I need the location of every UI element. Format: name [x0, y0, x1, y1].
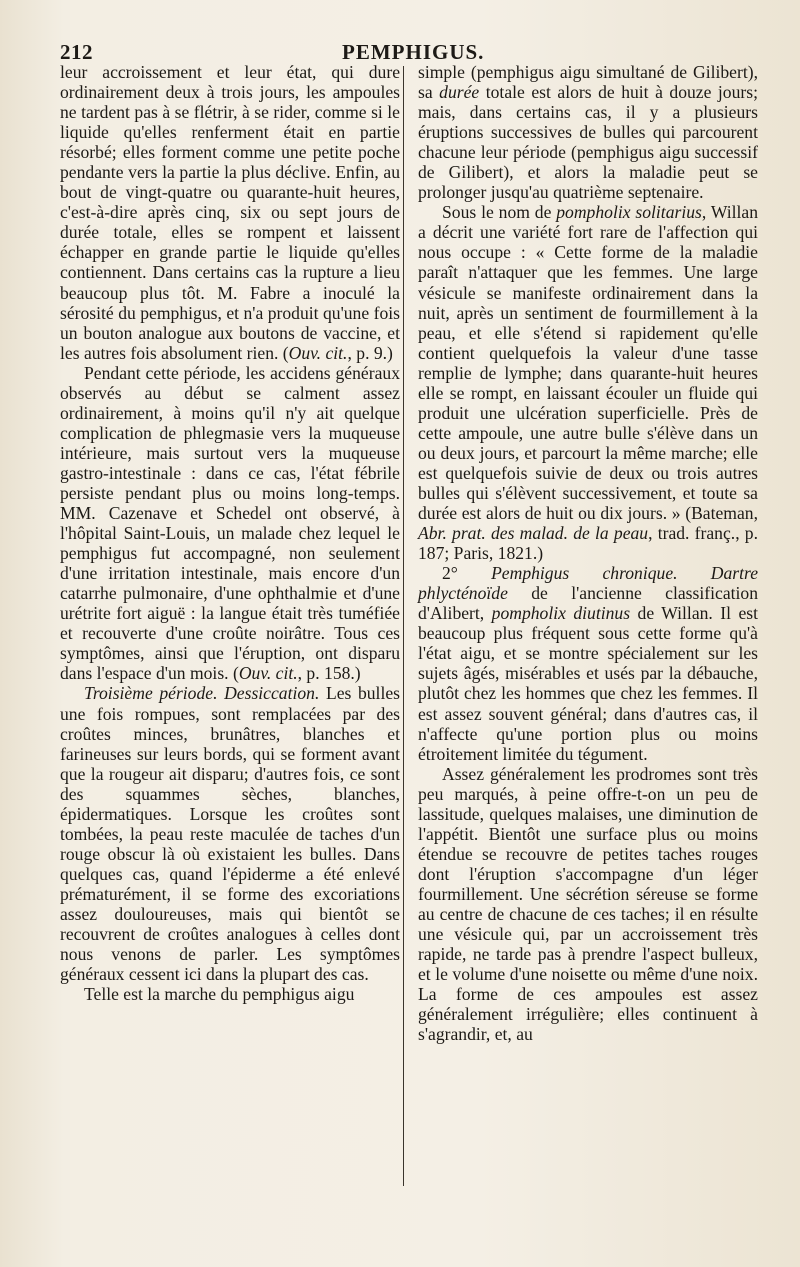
paragraph: Sous le nom de pompholix solitarius, Willan a décrit une variété fort rare de l'affection qui nous occupe : « Cette forme de la maladie paraît n'attaquer que les femmes. Une large vésicule se manifeste ordinairement dans la nuit, après un sentiment de fourmillement à la peau, et elle s'étend si rapidement qu'elle contient quelquefois la valeur d'une tasse remplie de lymphe; dans quarante-huit heures elle se rompt, en laissant écouler un fluide qui produit une ulcération superficielle. Près de cette ampoule, une autre bulle s'élève dans un ou deux jours, et parcourt la même marche; elle est quelquefois suivie de deux ou trois autres bulles qui s'élèvent successivement, et toute sa durée est alors de huit ou dix jours. » (Bateman, Abr. prat. des malad. de la peau, trad. franç., p. 187; Paris, 1821.): [418, 202, 758, 564]
paragraph: Troisième période. Dessiccation. Les bulles une fois rompues, sont remplacées par des croûtes minces, brunâtres, blanches et farineuses sur leurs bords, qui se forment avant que la rougeur ait disparu; d'autres fois, ce sont des squammes sèches, blanches, épidermatiques. Lorsque les croûtes sont tombées, la peau reste maculée de taches d'un rouge obscur là où existaient les bulles. Dans quelques cas, quand l'épiderme a été enlevé prématurément, il se forme des excoriations assez douloureuses, mais qui bientôt se recouvrent de croûtes analogues à celles dont nous venons de parler. Les symptômes généraux cessent ici dans la plupart des cas.: [60, 683, 400, 985]
paragraph: leur accroissement et leur état, qui dure ordinairement deux à trois jours, les ampoules ne tardent pas à se flétrir, à se rider, comme si le liquide qu'elles renferment était en partie résorbé; elles forment comme une petite poche pendante vers la partie la plus déclive. Enfin, au bout de vingt-quatre ou quarante-huit heures, c'est-à-dire après cinq, six ou sept jours de durée totale, elles se rompent et laissent échapper en grande partie le liquide qu'elles contiennent. Dans certains cas la rupture a lieu beaucoup plus tôt. M. Fabre a inoculé la sérosité du pemphigus, et n'a produit qu'une fois un bouton analogue aux boutons de vaccine, et les autres fois absolument rien. (Ouv. cit., p. 9.): [60, 62, 400, 363]
section-heading: Pemphigus chronique. Dartre phlycténoïde: [418, 563, 759, 604]
paragraph: Assez généralement les prodromes sont très peu marqués, à peine offre-t-on un peu de lassitude, quelques malaises, une diminution de l'appétit. Bientôt une surface plus ou moins étendue se recouvre de petites taches rouges dont l'éruption s'accompagne d'un léger fourmillement. Une sécrétion séreuse se forme au centre de chacune de ces taches; il en résulte une vésicule qui, par un accroissement très rapide, ne tarde pas à prendre l'aspect bulleux, et le volume d'une noisette ou même d'une noix. La forme de ces ampoules est assez généralement irrégulière; elles continuent à s'agrandir, et, au: [418, 763, 758, 1045]
running-title: PEMPHIGUS.: [342, 40, 485, 64]
page-number: 212: [60, 40, 93, 64]
paragraph: Telle est la marche du pemphigus aigu: [84, 984, 355, 1005]
column-divider: [403, 66, 404, 1186]
paragraph: simple (pemphigus aigu simultané de Gilibert), sa durée totale est alors de huit à douze jours; mais, dans certains cas, il y a plusieurs éruptions successives de bulles qui parcourent chacune leur période (pemphigus aigu successif de Gilibert), et alors la maladie peut se prolonger jusqu'au quatrième septenaire.: [418, 62, 758, 203]
right-column: [418, 62, 758, 1044]
left-column: [60, 62, 400, 1004]
paragraph: 2° Pemphigus chronique. Dartre phlycténoïde de l'ancienne classification d'Alibert, pompholix diutinus de Willan. Il est beaucoup plus fréquent sous cette forme qu'à l'état aigu, et se montre spécialement sur les sujets âgés, misérables et usés par la débauche, plutôt chez les hommes que chez les femmes. Il est assez souvent général; dans d'autres cas, il n'affecte qu'une portion plus ou moins étroitement limitée du tégument.: [418, 563, 759, 764]
paragraph: Pendant cette période, les accidens généraux observés au début se calment assez ordinairement, à moins qu'il n'y ait quelque complication de phlegmasie vers la muqueuse intérieure, mais surtout vers la muqueuse gastro-intestinale : dans ce cas, l'état fébrile persiste pendant plus ou moins long-temps. MM. Cazenave et Schedel ont observé, à l'hôpital Saint-Louis, un malade chez lequel le pemphigus fut accompagné, non seulement d'une irritation intestinale, mais encore d'un catarrhe pulmonaire, d'une ophthalmie et d'une urétrite fort aiguë : la langue était très tuméfiée et recouverte d'une croûte noirâtre. Tous ces symptômes, ainsi que l'éruption, ont disparu dans l'espace d'un mois. (Ouv. cit., p. 158.): [60, 362, 400, 684]
section-heading: Troisième période. Dessiccation.: [84, 683, 320, 704]
